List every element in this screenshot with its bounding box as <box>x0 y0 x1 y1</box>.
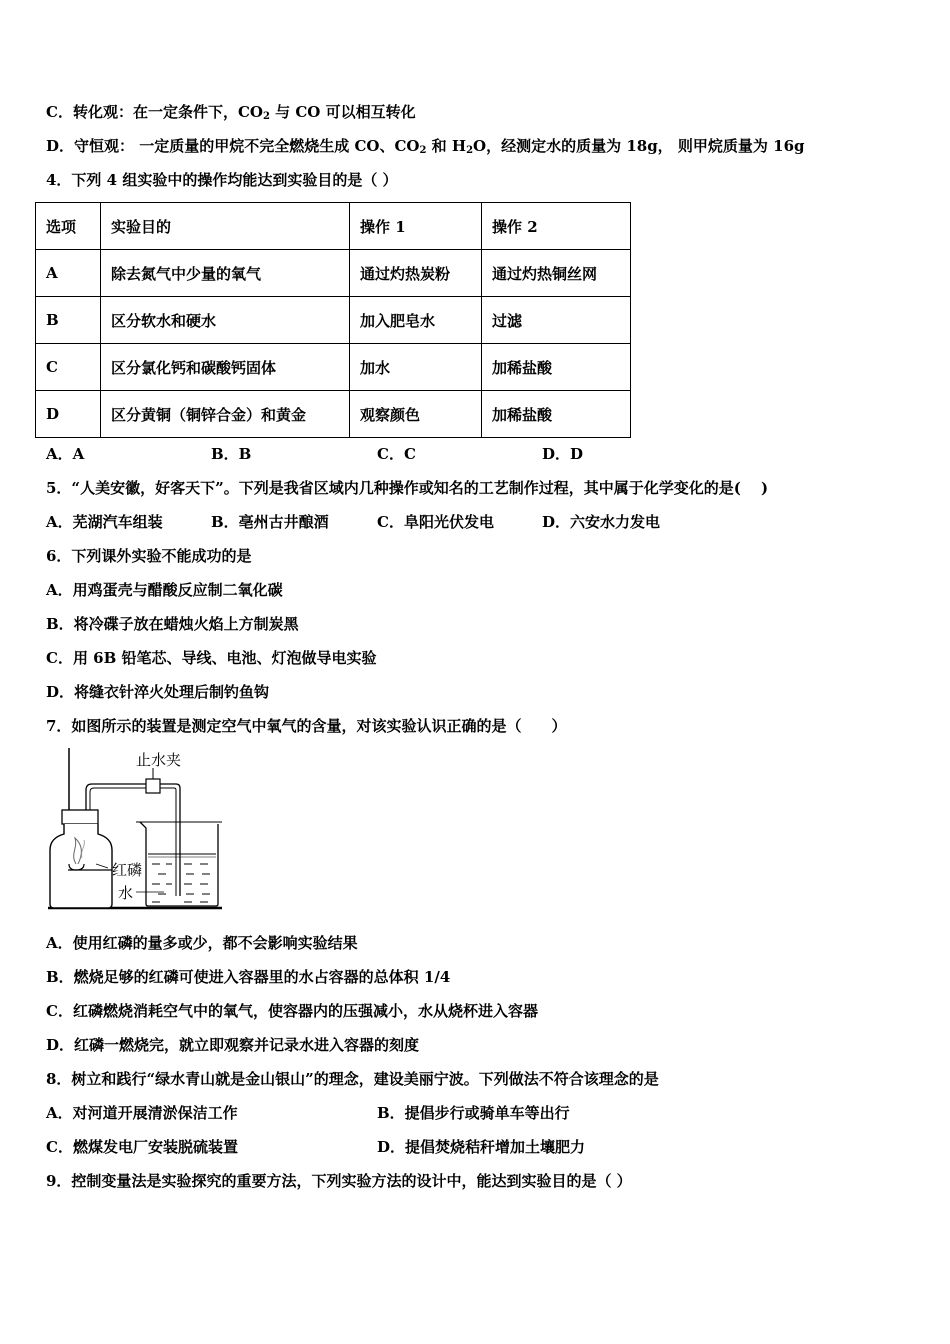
q7-apparatus-figure <box>44 746 230 912</box>
q3-option-d-text-b: 和 H <box>426 137 467 155</box>
table-cell: B <box>36 297 101 344</box>
table-cell: C <box>36 344 101 391</box>
q4-table <box>35 202 631 438</box>
phosphorus-label: 红磷 <box>112 861 143 879</box>
table-cell: 加稀盐酸 <box>482 391 631 438</box>
q3-option-d-text-c: O，经测定水的质量为 18g， 则甲烷质量为 16g <box>473 137 805 155</box>
q3-option-d-subscript-1: 2 <box>419 145 427 156</box>
q8-option-d: D．提倡焚烧秸秆增加土壤肥力 <box>377 1138 586 1156</box>
q3-option-d <box>46 136 805 156</box>
table-row <box>36 344 631 391</box>
table-cell: 通过灼热铜丝网 <box>482 250 631 297</box>
q8-option-c: C．燃煤发电厂安装脱硫装置 <box>46 1138 238 1156</box>
table-cell: 区分氯化钙和碳酸钙固体 <box>101 344 350 391</box>
q6-stem: 6．下列课外实验不能成功的是 <box>46 547 252 565</box>
q3-option-d-subscript-2: 2 <box>466 145 474 156</box>
q5-option-a: A．芜湖汽车组装 <box>46 513 163 531</box>
q5-option-b: B．亳州古井酿酒 <box>211 513 329 531</box>
table-header-cell: 操作 2 <box>482 203 631 250</box>
table-row <box>36 391 631 438</box>
q6-option-d: D．将缝衣针淬火处理后制钓鱼钩 <box>46 683 270 701</box>
q4-option-a: A．A <box>46 445 85 463</box>
table-cell: 区分软水和硬水 <box>101 297 350 344</box>
clamp-label: 止水夹 <box>136 751 182 769</box>
q8-stem: 8．树立和践行“绿水青山就是金山银山”的理念，建设美丽宁波。下列做法不符合该理念的是 <box>46 1070 659 1088</box>
q8-option-a: A．对河道开展清淤保洁工作 <box>46 1104 238 1122</box>
table-header-row <box>36 203 631 250</box>
table-cell: 区分黄铜（铜锌合金）和黄金 <box>101 391 350 438</box>
q4-stem: 4．下列 4 组实验中的操作均能达到实验目的是（ ） <box>46 171 398 189</box>
q7-option-a: A．使用红磷的量多或少，都不会影响实验结果 <box>46 934 358 952</box>
table-row <box>36 297 631 344</box>
q5-option-c: C．阜阳光伏发电 <box>377 513 494 531</box>
q3-option-c-text-b: 与 CO 可以相互转化 <box>269 103 416 121</box>
q9-stem: 9．控制变量法是实验探究的重要方法，下列实验方法的设计中，能达到实验目的是（ ） <box>46 1172 632 1190</box>
table-row <box>36 250 631 297</box>
q3-option-d-text-a: D．守恒观： 一定质量的甲烷不完全燃烧生成 CO、CO <box>46 137 420 155</box>
q6-option-c: C．用 6B 铅笔芯、导线、电池、灯泡做导电实验 <box>46 649 377 667</box>
q6-option-a: A．用鸡蛋壳与醋酸反应制二氧化碳 <box>46 581 283 599</box>
q3-option-c-text-a: C．转化观：在一定条件下，CO <box>46 103 263 121</box>
q4-option-d: D．D <box>542 445 584 463</box>
q7-stem: 7．如图所示的装置是测定空气中氧气的含量，对该实验认识正确的是（ ） <box>46 717 567 735</box>
q3-option-c <box>46 102 416 122</box>
combustion-spoon <box>69 864 84 870</box>
table-header-cell: 实验目的 <box>101 203 350 250</box>
table-cell: 通过灼热炭粉 <box>350 250 482 297</box>
q5-option-d: D．六安水力发电 <box>542 513 661 531</box>
table-cell: 加稀盐酸 <box>482 344 631 391</box>
q4-option-b: B．B <box>211 445 252 463</box>
q7-option-c: C．红磷燃烧消耗空气中的氧气，使容器内的压强减小，水从烧杯进入容器 <box>46 1002 538 1020</box>
water-pattern <box>152 864 210 902</box>
q5-stem: 5．“人美安徽，好客天下”。下列是我省区域内几种操作或知名的工艺制作过程，其中属于化学变化的是( ) <box>46 479 769 497</box>
table-cell: 加水 <box>350 344 482 391</box>
q7-option-d: D．红磷一燃烧完，就立即观察并记录水进入容器的刻度 <box>46 1036 420 1054</box>
q4-option-c: C．C <box>377 445 416 463</box>
q3-option-c-subscript: 2 <box>262 111 270 122</box>
table-header-cell: 选项 <box>36 203 101 250</box>
table-cell: 加入肥皂水 <box>350 297 482 344</box>
water-label: 水 <box>118 884 134 902</box>
table-cell: D <box>36 391 101 438</box>
table-cell: 过滤 <box>482 297 631 344</box>
q8-option-b: B．提倡步行或骑单车等出行 <box>377 1104 570 1122</box>
table-cell: A <box>36 250 101 297</box>
clamp <box>146 779 160 793</box>
table-cell: 除去氮气中少量的氧气 <box>101 250 350 297</box>
table-cell: 观察颜色 <box>350 391 482 438</box>
q6-option-b: B．将冷碟子放在蜡烛火焰上方制炭黑 <box>46 615 299 633</box>
table-header-cell: 操作 1 <box>350 203 482 250</box>
q7-option-b: B．燃烧足够的红磷可使进入容器里的水占容器的总体积 1/4 <box>46 968 451 986</box>
stopper <box>62 810 98 824</box>
